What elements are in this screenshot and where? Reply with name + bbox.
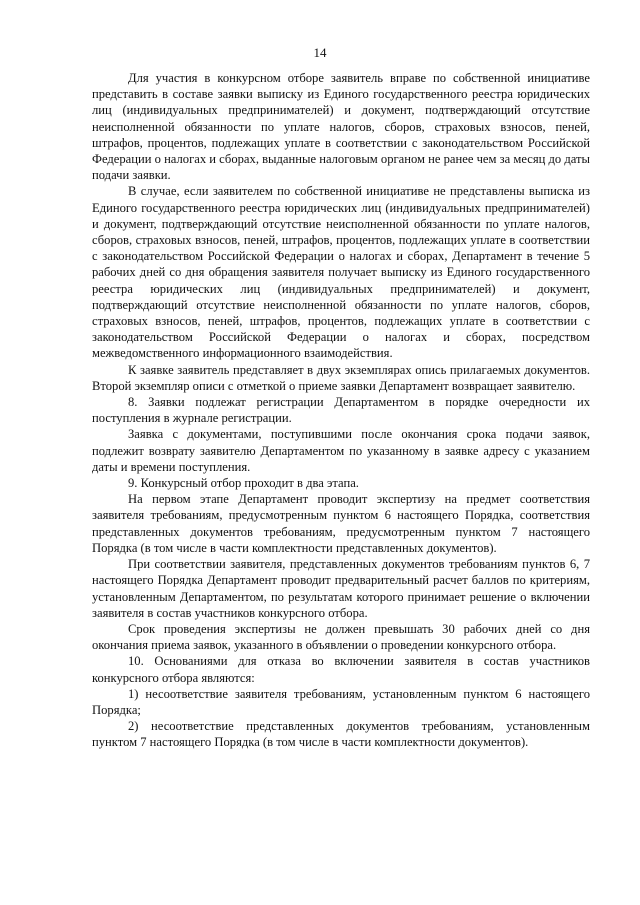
list-item-refusal-2: 2) несоответствие представленных документов требованиям, установленным пунктом 7 настоящего Порядка (в том числе в части комплектности документов). [92,719,590,750]
paragraph-two-stages: 9. Конкурсный отбор проходит в два этапа. [128,476,359,491]
document-body [92,70,590,751]
paragraph-registration: 8. Заявки подлежат регистрации Департаментом в порядке очередности их поступления в журнале регистрации. [92,395,590,426]
paragraph-first-stage: На первом этапе Департамент проводит экспертизу на предмет соответствия заявителя требованиям, предусмотренным пунктом 6 настоящего Порядка, соответствия представленных документов требованиям, предусмотренным пунктом 7 настоящего Порядка (в том числе в части комплектности представленных документов). [92,492,590,555]
paragraph-interagency-request: В случае, если заявителем по собственной инициативе не представлены выписка из Единого государственного реестра юридических лиц (индивидуальных предпринимателей) и документ, подтверждающий отсутствие неисполненной обязанности по уплате налогов, сборов, страховых взносов, пеней, штрафов, процентов, подлежащих уплате в соответствии с законодательством Российской Федерации о налогах и сборах, Департамент в течение 5 рабочих дней со дня обращения заявителя получает выписку из Единого государственного реестра юридических лиц (индивидуальных предпринимателей) и документ, подтверждающий отсутствие неисполненной обязанности по уплате налогов, сборов, страховых взносов, пеней, штрафов, процентов, подлежащих уплате в соответствии с законодательством Российской Федерации о налогах и сборах, посредством межведомственного информационного взаимодействия. [92,184,590,361]
paragraph-document-inventory: К заявке заявитель представляет в двух экземплярах опись прилагаемых документов. Второй экземпляр описи с отметкой о приеме заявки Департамент возвращает заявителю. [92,362,590,393]
paragraph-extract-submission: Для участия в конкурсном отборе заявитель вправе по собственной инициативе представить в составе заявки выписку из Единого государственного реестра юридических лиц (индивидуальных предпринимателей) и документ, подтверждающий отсутствие неисполненной обязанности по уплате налогов, сборов, страховых взносов, пеней, штрафов, процентов, подлежащих уплате в соответствии с законодательством Российской Федерации о налогах и сборах, выданные налоговым органом не ранее чем за месяц до даты подачи заявки. [92,71,590,183]
paragraph-late-application: Заявка с документами, поступившими после окончания срока подачи заявок, подлежит возврату заявителю Департаментом по указанному в заявке адресу с указанием даты и времени поступления. [92,427,590,474]
paragraph-review-period: Срок проведения экспертизы не должен превышать 30 рабочих дней со дня окончания приема заявок, указанного в объявлении о проведении конкурсного отбора. [92,621,590,653]
list-item-refusal-1: 1) несоответствие заявителя требованиям, установленным пунктом 6 настоящего Порядка; [92,686,590,717]
page-number: 14 [313,45,327,60]
paragraph-refusal-grounds: 10. Основаниями для отказа во включении заявителя в состав участников конкурсного отбора являются: [92,654,590,685]
paragraph-preliminary-scoring: При соответствии заявителя, представленных документов требованиям пунктов 6, 7 настоящего Порядка Департамент проводит предварительный расчет баллов по критериям, установленным Департаментом, по результатам которого принимает решение о включении заявителя в состав участников конкурсного отбора. [92,557,590,620]
